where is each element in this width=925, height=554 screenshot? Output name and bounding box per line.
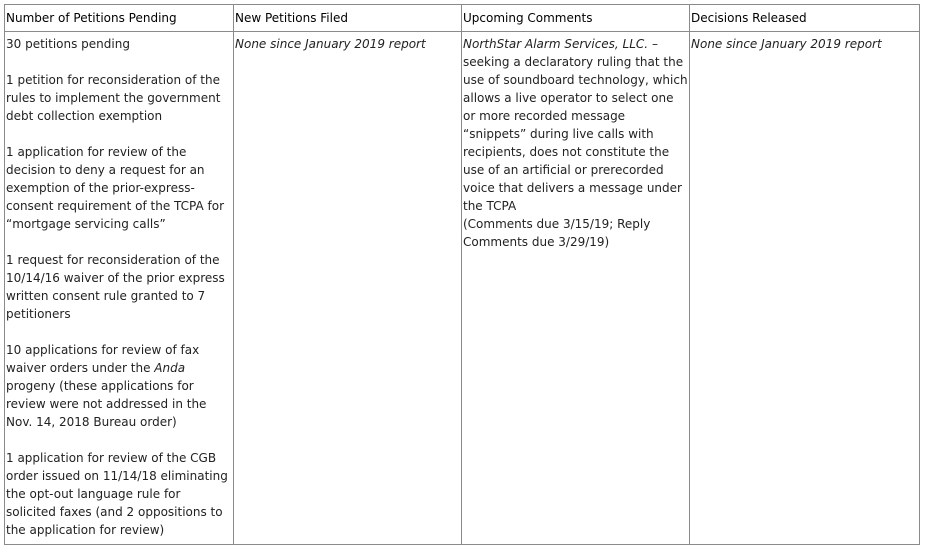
pending-total: 30 petitions pending bbox=[6, 37, 130, 51]
pending-fax-anda: Anda bbox=[154, 361, 186, 375]
pending-fax-post: progeny (these applications for review were not addressed in the Nov. 14, 2018 Bureau order) bbox=[6, 379, 207, 429]
new-filed-text: None since January 2019 report bbox=[235, 37, 426, 51]
cell-new-filed bbox=[234, 32, 462, 545]
pending-fax bbox=[6, 341, 232, 431]
pending-waiver: 1 request for reconsideration of the 10/14/16 waiver of the prior express written consent rule granted to 7 petitioners bbox=[6, 253, 225, 321]
upcoming-party: NorthStar Alarm Services, LLC. bbox=[463, 37, 649, 51]
cell-upcoming bbox=[462, 32, 690, 545]
header-pending: Number of Petitions Pending bbox=[5, 5, 234, 32]
pending-fax-pre: 10 applications for review of fax waiver orders under the bbox=[6, 343, 200, 375]
pending-cgb: 1 application for review of the CGB order issued on 11/14/18 eliminating the opt-out language rule for solicited faxes (and 2 oppositions to the application for review) bbox=[6, 451, 228, 537]
header-row bbox=[5, 5, 920, 32]
upcoming-desc-text: – seeking a declaratory ruling that the use of soundboard technology, which allows a live operator to select one or more recorded message “snippets” during live calls with recipients, does not constitute the use of an artificial or prerecorded voice that delivers a message under the TCPA bbox=[463, 37, 688, 213]
header-upcoming-comments: Upcoming Comments bbox=[462, 5, 690, 32]
petitions-table bbox=[4, 4, 920, 545]
decisions-text: None since January 2019 report bbox=[691, 37, 882, 51]
upcoming-description bbox=[463, 35, 688, 215]
upcoming-deadlines: (Comments due 3/15/19; Reply Comments due 3/29/19) bbox=[463, 217, 651, 249]
cell-decisions bbox=[690, 32, 920, 545]
header-new-filed: New Petitions Filed bbox=[234, 5, 462, 32]
petitions-table-container bbox=[4, 4, 919, 545]
pending-govt-debt: 1 petition for reconsideration of the rules to implement the government debt collection exemption bbox=[6, 73, 221, 123]
cell-pending bbox=[5, 32, 234, 545]
pending-mortgage: 1 application for review of the decision to deny a request for an exemption of the prior-express-consent requirement of the TCPA for “mortgage servicing calls” bbox=[6, 145, 225, 231]
header-decisions-released: Decisions Released bbox=[690, 5, 920, 32]
table-row bbox=[5, 32, 920, 545]
